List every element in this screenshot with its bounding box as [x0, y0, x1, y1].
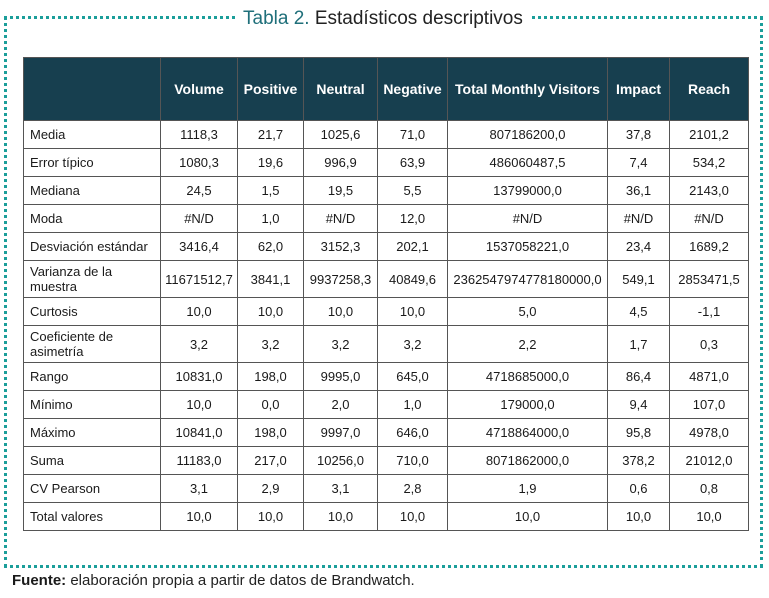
table-cell: 2,8	[378, 475, 448, 503]
table-cell: 8071862000,0	[448, 447, 608, 475]
row-label: Rango	[24, 363, 161, 391]
table-cell: -1,1	[670, 298, 749, 326]
row-label: Varianza de la muestra	[24, 261, 161, 298]
table-cell: 10,0	[608, 503, 670, 531]
source-note	[12, 572, 415, 589]
table-cell: 1,0	[238, 205, 304, 233]
column-header: Negative	[378, 58, 448, 121]
table-cell: 3841,1	[238, 261, 304, 298]
table-cell: 40849,6	[378, 261, 448, 298]
table-cell: 10,0	[670, 503, 749, 531]
table-cell: 0,6	[608, 475, 670, 503]
table-cell: 10,0	[161, 298, 238, 326]
table-cell: 71,0	[378, 121, 448, 149]
table-cell: 11671512,7	[161, 261, 238, 298]
table-cell: 0,3	[670, 326, 749, 363]
table-cell: 7,4	[608, 149, 670, 177]
row-label: Total valores	[24, 503, 161, 531]
table-cell: 5,0	[448, 298, 608, 326]
table-cell: 646,0	[378, 419, 448, 447]
table-cell: 996,9	[304, 149, 378, 177]
table-cell: 13799000,0	[448, 177, 608, 205]
table-cell: 202,1	[378, 233, 448, 261]
row-label: CV Pearson	[24, 475, 161, 503]
table-row	[24, 447, 749, 475]
table-cell: 1537058221,0	[448, 233, 608, 261]
column-header	[24, 58, 161, 121]
row-label: Mínimo	[24, 391, 161, 419]
table-cell: 9997,0	[304, 419, 378, 447]
table-cell: 2853471,5	[670, 261, 749, 298]
row-label: Media	[24, 121, 161, 149]
table-cell: 1025,6	[304, 121, 378, 149]
table-cell: 21,7	[238, 121, 304, 149]
row-label: Máximo	[24, 419, 161, 447]
table-row	[24, 363, 749, 391]
row-label: Desviación estándar	[24, 233, 161, 261]
table-cell: 378,2	[608, 447, 670, 475]
table-cell: 10,0	[378, 298, 448, 326]
table-cell: 549,1	[608, 261, 670, 298]
row-label: Error típico	[24, 149, 161, 177]
table-cell: 1080,3	[161, 149, 238, 177]
table-cell: 36,1	[608, 177, 670, 205]
table-body	[24, 121, 749, 531]
table-cell: 2362547974778180000,0	[448, 261, 608, 298]
table-cell: 4718685000,0	[448, 363, 608, 391]
table-row	[24, 121, 749, 149]
row-label: Coeficiente de asimetría	[24, 326, 161, 363]
column-header: Positive	[238, 58, 304, 121]
table-cell: 2,0	[304, 391, 378, 419]
table-cell: 645,0	[378, 363, 448, 391]
source-text: elaboración propia a partir de datos de Brandwatch.	[70, 572, 415, 589]
table-cell: 21012,0	[670, 447, 749, 475]
table-cell: 63,9	[378, 149, 448, 177]
table-row	[24, 391, 749, 419]
table-row	[24, 475, 749, 503]
table-cell: 4978,0	[670, 419, 749, 447]
table-cell: 534,2	[670, 149, 749, 177]
table-cell: 1118,3	[161, 121, 238, 149]
source-label: Fuente:	[12, 572, 67, 589]
table-cell: 9,4	[608, 391, 670, 419]
table-cell: 10,0	[304, 503, 378, 531]
table-row	[24, 205, 749, 233]
title-text: Estadísticos descriptivos	[314, 8, 523, 29]
table-cell: 10,0	[448, 503, 608, 531]
table-cell: 10,0	[378, 503, 448, 531]
table-cell: 198,0	[238, 363, 304, 391]
table-header-row	[24, 58, 749, 121]
table-cell: 9995,0	[304, 363, 378, 391]
table-cell: 10831,0	[161, 363, 238, 391]
table-cell: 4718864000,0	[448, 419, 608, 447]
table-cell: 24,5	[161, 177, 238, 205]
table-cell: 710,0	[378, 447, 448, 475]
table-cell: 12,0	[378, 205, 448, 233]
table-cell: 217,0	[238, 447, 304, 475]
table-cell: 0,8	[670, 475, 749, 503]
table-cell: 3,2	[238, 326, 304, 363]
row-label: Suma	[24, 447, 161, 475]
table-row	[24, 149, 749, 177]
table-cell: 10,0	[238, 503, 304, 531]
table-row	[24, 503, 749, 531]
table-cell: 486060487,5	[448, 149, 608, 177]
table-cell: #N/D	[304, 205, 378, 233]
table-cell: 37,8	[608, 121, 670, 149]
table-row	[24, 261, 749, 298]
table-cell: 10256,0	[304, 447, 378, 475]
table-cell: 10,0	[161, 391, 238, 419]
table-row	[24, 419, 749, 447]
table-cell: #N/D	[161, 205, 238, 233]
table-cell: 2,9	[238, 475, 304, 503]
table-cell: #N/D	[608, 205, 670, 233]
row-label: Moda	[24, 205, 161, 233]
table-cell: 0,0	[238, 391, 304, 419]
column-header: Total Monthly Visitors	[448, 58, 608, 121]
table-cell: 9937258,3	[304, 261, 378, 298]
table-cell: 3152,3	[304, 233, 378, 261]
table-cell: 198,0	[238, 419, 304, 447]
table-cell: 10841,0	[161, 419, 238, 447]
table-cell: 1,9	[448, 475, 608, 503]
column-header: Reach	[670, 58, 749, 121]
table-cell: #N/D	[670, 205, 749, 233]
title-number: Tabla 2.	[243, 8, 310, 29]
table-cell: 2,2	[448, 326, 608, 363]
row-label: Curtosis	[24, 298, 161, 326]
column-header: Volume	[161, 58, 238, 121]
table-cell: 1,0	[378, 391, 448, 419]
table-cell: 4,5	[608, 298, 670, 326]
table-cell: 5,5	[378, 177, 448, 205]
table-cell: 1689,2	[670, 233, 749, 261]
table-cell: 3,1	[304, 475, 378, 503]
row-label: Mediana	[24, 177, 161, 205]
table-cell: 3416,4	[161, 233, 238, 261]
table-cell: 2101,2	[670, 121, 749, 149]
table-cell: 23,4	[608, 233, 670, 261]
table-row	[24, 177, 749, 205]
table-cell: 3,2	[161, 326, 238, 363]
table-cell: 3,2	[378, 326, 448, 363]
table-cell: 807186200,0	[448, 121, 608, 149]
table-cell: 10,0	[304, 298, 378, 326]
table-cell: 10,0	[161, 503, 238, 531]
column-header: Neutral	[304, 58, 378, 121]
table-cell: 107,0	[670, 391, 749, 419]
table-cell: 19,6	[238, 149, 304, 177]
statistics-table	[23, 57, 749, 531]
table-row	[24, 326, 749, 363]
table-row	[24, 233, 749, 261]
table-cell: 1,7	[608, 326, 670, 363]
table-cell: 2143,0	[670, 177, 749, 205]
table-cell: #N/D	[448, 205, 608, 233]
table-cell: 86,4	[608, 363, 670, 391]
table-cell: 62,0	[238, 233, 304, 261]
table-cell: 4871,0	[670, 363, 749, 391]
table-title	[235, 6, 531, 32]
table-cell: 11183,0	[161, 447, 238, 475]
table-cell: 179000,0	[448, 391, 608, 419]
table-cell: 3,1	[161, 475, 238, 503]
table-row	[24, 298, 749, 326]
table-cell: 95,8	[608, 419, 670, 447]
column-header: Impact	[608, 58, 670, 121]
table-cell: 19,5	[304, 177, 378, 205]
table-cell: 3,2	[304, 326, 378, 363]
table-cell: 1,5	[238, 177, 304, 205]
table-cell: 10,0	[238, 298, 304, 326]
